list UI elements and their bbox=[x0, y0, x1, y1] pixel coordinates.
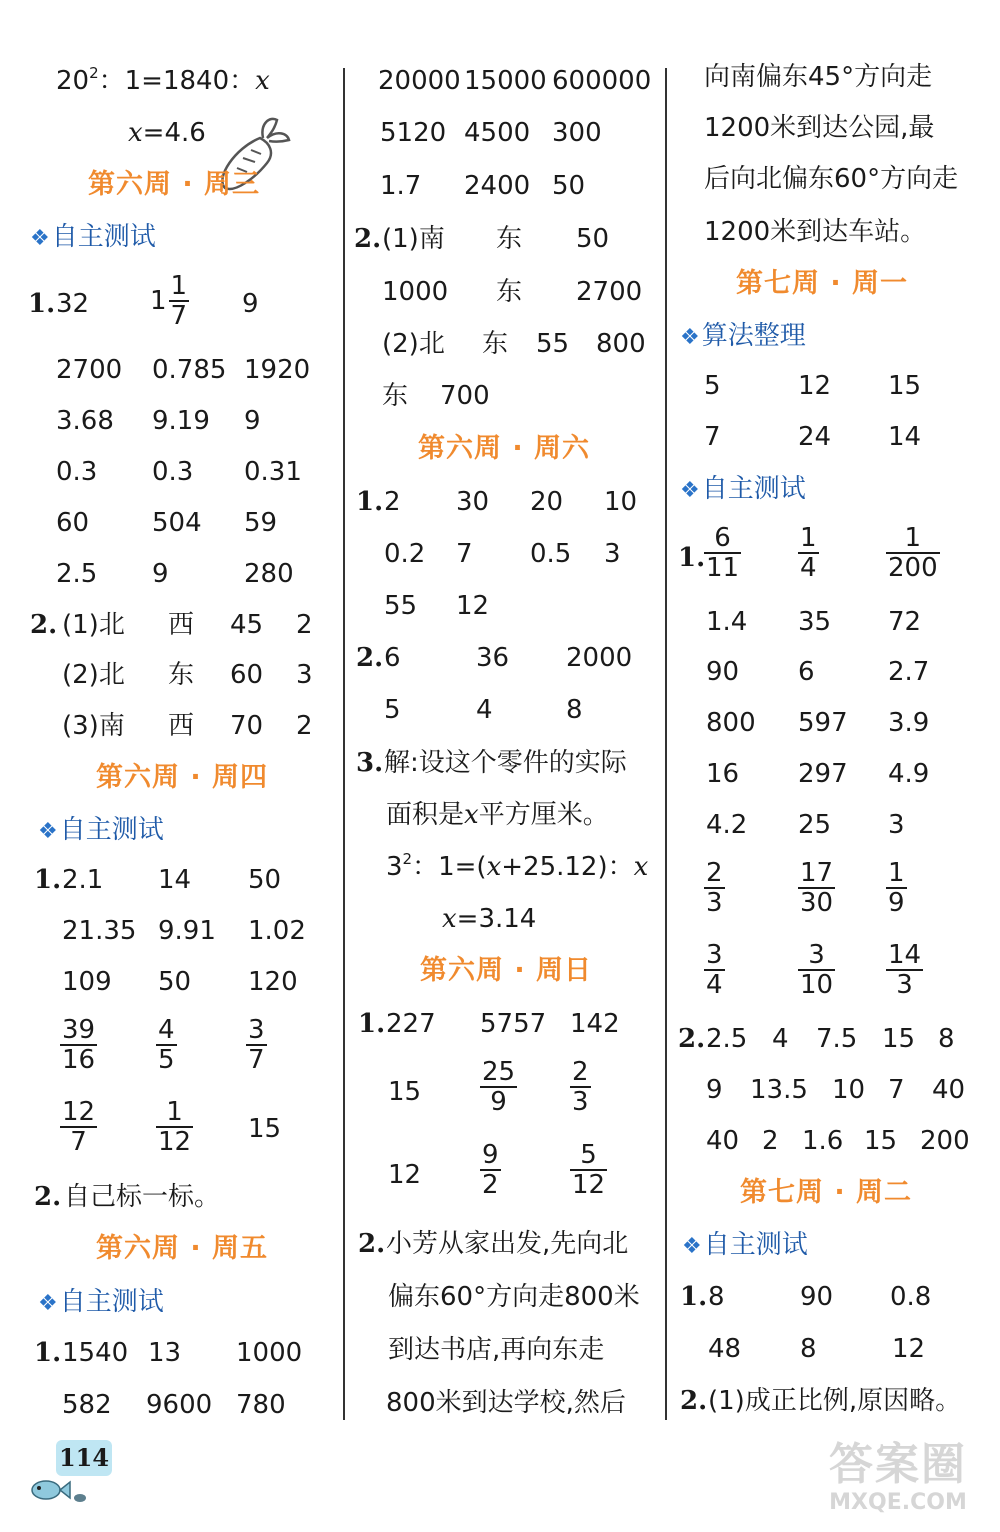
answer-value: 700 bbox=[440, 381, 490, 411]
answer-value: 5 bbox=[384, 695, 401, 725]
answer-value: 西 bbox=[168, 711, 195, 741]
question-number: 2. bbox=[678, 1024, 706, 1054]
answer-value: 9 bbox=[706, 1075, 723, 1105]
diamond-icon: ❖ bbox=[38, 819, 58, 844]
fraction: $\frac{3}{4}$ bbox=[706, 940, 723, 1001]
fraction: $\frac{12}{7}$ bbox=[62, 1097, 96, 1158]
answer-value: 2.5 bbox=[56, 559, 98, 589]
answer-value: 30 bbox=[456, 487, 490, 517]
answer-value: 24 bbox=[798, 422, 832, 452]
answer-value: 59 bbox=[244, 508, 278, 538]
answer-value: 2 bbox=[762, 1126, 779, 1156]
answer-value: 55 bbox=[536, 329, 570, 359]
fraction: $\frac{2}{3}$ bbox=[706, 858, 723, 919]
answer-value: 6 bbox=[384, 643, 401, 673]
answer-value: 800 bbox=[596, 329, 646, 359]
answer-value: 5 bbox=[704, 371, 721, 401]
answer-value: 504 bbox=[152, 508, 202, 538]
answer-value: 15 bbox=[882, 1024, 916, 1054]
answer-value: 109 bbox=[62, 967, 112, 997]
answer-value: 14 bbox=[888, 422, 922, 452]
answer-value: 9 bbox=[242, 289, 259, 319]
answer-value: 2700 bbox=[56, 355, 123, 385]
question-number: 2. bbox=[358, 1229, 386, 1259]
fraction: $\frac{14}{3}$ bbox=[888, 940, 922, 1001]
diamond-icon: ❖ bbox=[680, 478, 700, 503]
fraction: $\frac{5}{12}$ bbox=[572, 1140, 606, 1201]
subsection-heading: ❖自主测试 bbox=[38, 1287, 164, 1317]
answer-value: 55 bbox=[384, 591, 418, 621]
subsection-heading: ❖自主测试 bbox=[680, 474, 806, 504]
answer-value: 90 bbox=[800, 1282, 834, 1312]
subsection-heading: ❖自主测试 bbox=[682, 1230, 808, 1260]
diamond-icon: ❖ bbox=[680, 325, 700, 350]
fraction: $\frac{9}{2}$ bbox=[482, 1140, 499, 1201]
section-heading: 第六周 · 周日 bbox=[420, 955, 593, 986]
answer-value: 1920 bbox=[244, 355, 311, 385]
answer-value: 14 bbox=[158, 865, 192, 895]
question-number: 1. bbox=[358, 1009, 386, 1039]
question-number: 3. bbox=[356, 748, 384, 778]
answer-value: 3.9 bbox=[888, 708, 930, 738]
answer-value: 3 bbox=[888, 810, 905, 840]
answer-value: 60 bbox=[230, 660, 264, 690]
answer-value: 2000 bbox=[566, 643, 633, 673]
section-heading: 第六周 · 周六 bbox=[418, 433, 591, 464]
equation-solution: x=4.6 bbox=[128, 118, 206, 148]
fraction: $\frac{1}{200}$ bbox=[888, 523, 938, 584]
answer-column-3 bbox=[672, 0, 1000, 1420]
answer-value: 7 bbox=[456, 539, 473, 569]
answer-value: 20 bbox=[530, 487, 564, 517]
answer-value: 50 bbox=[158, 967, 192, 997]
answer-value: 1.4 bbox=[706, 607, 748, 637]
fraction: $\frac{1}{4}$ bbox=[800, 523, 817, 584]
answer-value: 15 bbox=[388, 1077, 422, 1107]
answer-value: 3 bbox=[604, 539, 621, 569]
fraction: $\frac{6}{11}$ bbox=[706, 523, 740, 584]
answer-value: 4 bbox=[772, 1024, 789, 1054]
answer-value: 1000 bbox=[236, 1338, 303, 1368]
answer-value: 200 bbox=[920, 1126, 970, 1156]
subsection-heading: ❖算法整理 bbox=[680, 321, 806, 351]
answer-text: 解:设这个零件的实际 bbox=[384, 748, 627, 778]
answer-value: 1000 bbox=[382, 277, 449, 307]
answer-value: 2400 bbox=[464, 171, 531, 201]
question-number: 1. bbox=[34, 865, 62, 895]
answer-text: 自己标一标。 bbox=[64, 1182, 221, 1212]
answer-text: (1)成正比例,原因略。 bbox=[708, 1386, 962, 1416]
question-number: 1. bbox=[28, 289, 56, 319]
answer-value: 50 bbox=[248, 865, 282, 895]
answer-value: 东 bbox=[496, 224, 523, 254]
answer-text: 800米到达学校,然后 bbox=[386, 1388, 626, 1418]
section-heading: 第六周 · 周五 bbox=[96, 1233, 269, 1264]
answer-value: 5120 bbox=[380, 118, 447, 148]
equation-line: $3^2$：1=(x+25.12)：x bbox=[386, 850, 649, 882]
mixed-fraction: 1 $\frac{1}{7}$ bbox=[150, 271, 188, 332]
answer-value: 东 bbox=[382, 381, 409, 411]
answer-column-2 bbox=[346, 0, 666, 1420]
column-divider bbox=[343, 68, 345, 1420]
question-number: 2. bbox=[354, 224, 382, 254]
answer-value: 21.35 bbox=[62, 916, 137, 946]
answer-value: 0.785 bbox=[152, 355, 227, 385]
answer-value: 280 bbox=[244, 559, 294, 589]
answer-value: 2 bbox=[384, 487, 401, 517]
answer-value: 8 bbox=[566, 695, 583, 725]
answer-value: 东 bbox=[168, 660, 195, 690]
answer-value: 6 bbox=[798, 657, 815, 687]
answer-value: 7 bbox=[704, 422, 721, 452]
diamond-icon: ❖ bbox=[30, 226, 50, 251]
answer-value: 10 bbox=[832, 1075, 866, 1105]
answer-text: 1200米到达车站。 bbox=[704, 217, 927, 247]
answer-value: 1540 bbox=[62, 1338, 129, 1368]
answer-value: 2.1 bbox=[62, 865, 104, 895]
answer-value: 2700 bbox=[576, 277, 643, 307]
answer-value: 3.68 bbox=[56, 406, 114, 436]
answer-value: 13 bbox=[148, 1338, 182, 1368]
answer-value: 15 bbox=[864, 1126, 898, 1156]
fraction: $\frac{1}{12}$ bbox=[158, 1097, 192, 1158]
fraction: $\frac{17}{30}$ bbox=[800, 858, 834, 919]
answer-text: 向南偏东45°方向走 bbox=[704, 62, 933, 92]
section-heading: 第六周 · 周四 bbox=[96, 762, 269, 793]
question-number: 2. bbox=[680, 1386, 708, 1416]
answer-text: 偏东60°方向走800米 bbox=[388, 1282, 640, 1312]
fraction: $\frac{3}{7}$ bbox=[248, 1015, 265, 1076]
fraction: $\frac{3}{10}$ bbox=[800, 940, 834, 1001]
answer-value: 0.8 bbox=[890, 1282, 932, 1312]
question-number: 1. bbox=[34, 1338, 62, 1368]
answer-value: 3 bbox=[296, 660, 313, 690]
answer-value: 780 bbox=[236, 1390, 286, 1420]
page-number: 114 bbox=[56, 1440, 112, 1476]
answer-text: 小芳从家出发,先向北 bbox=[386, 1229, 629, 1259]
answer-value: 16 bbox=[706, 759, 740, 789]
answer-value: 9 bbox=[152, 559, 169, 589]
answer-value: 40 bbox=[932, 1075, 966, 1105]
answer-value: 12 bbox=[456, 591, 490, 621]
answer-text: 到达书店,再向东走 bbox=[388, 1335, 605, 1365]
answer-value: (2)北 bbox=[382, 329, 445, 359]
answer-value: 12 bbox=[892, 1334, 926, 1364]
answer-value: 0.3 bbox=[56, 457, 98, 487]
answer-value: 15000 bbox=[464, 66, 547, 96]
equation-solution: x=3.14 bbox=[442, 904, 537, 934]
answer-value: 90 bbox=[706, 657, 740, 687]
question-number: 1. bbox=[356, 487, 384, 517]
answer-value: 7.5 bbox=[816, 1024, 858, 1054]
answer-value: 12 bbox=[388, 1160, 422, 1190]
answer-value: 0.5 bbox=[530, 539, 572, 569]
answer-value: 50 bbox=[552, 171, 586, 201]
watermark-logo: 答案圈 MXQE.COM bbox=[829, 1439, 967, 1515]
answer-value: 70 bbox=[230, 711, 264, 741]
answer-value: 7 bbox=[888, 1075, 905, 1105]
answer-value: 297 bbox=[798, 759, 848, 789]
answer-value: 2 bbox=[296, 610, 313, 640]
fraction: $\frac{1}{9}$ bbox=[888, 858, 905, 919]
fraction: $\frac{39}{16}$ bbox=[62, 1015, 96, 1076]
answer-text: 面积是x平方厘米。 bbox=[386, 800, 609, 830]
diamond-icon: ❖ bbox=[682, 1234, 702, 1259]
equation-line: $20^2$：1=1840：x bbox=[56, 64, 270, 96]
answer-value: 1.6 bbox=[802, 1126, 844, 1156]
subsection-heading: ❖自主测试 bbox=[38, 815, 164, 845]
answer-value: 4.2 bbox=[706, 810, 748, 840]
answer-value: 8 bbox=[708, 1282, 725, 1312]
question-number: 2. bbox=[34, 1182, 62, 1212]
answer-value: 9 bbox=[244, 406, 261, 436]
answer-value: 12 bbox=[798, 371, 832, 401]
answer-value: 2.7 bbox=[888, 657, 930, 687]
answer-value: 9.19 bbox=[152, 406, 210, 436]
answer-value: (1)南 bbox=[382, 224, 445, 254]
answer-value: 120 bbox=[248, 967, 298, 997]
question-number: 2. bbox=[30, 610, 58, 640]
answer-value: 300 bbox=[552, 118, 602, 148]
answer-value: 2 bbox=[296, 711, 313, 741]
answer-value: 600000 bbox=[552, 66, 652, 96]
answer-value: 32 bbox=[56, 289, 90, 319]
answer-value: 4.9 bbox=[888, 759, 930, 789]
answer-value: 0.31 bbox=[244, 457, 302, 487]
subsection-heading: ❖自主测试 bbox=[30, 222, 156, 252]
answer-column-1 bbox=[0, 0, 340, 1420]
answer-value: 20000 bbox=[378, 66, 461, 96]
answer-value: 东 bbox=[496, 277, 523, 307]
answer-value: 9.91 bbox=[158, 916, 216, 946]
answer-value: 25 bbox=[798, 810, 832, 840]
answer-value: 800 bbox=[706, 708, 756, 738]
answer-value: 15 bbox=[248, 1114, 282, 1144]
answer-value: 8 bbox=[938, 1024, 955, 1054]
section-heading: 第六周 · 周三 bbox=[88, 169, 261, 200]
answer-value: 东 bbox=[482, 329, 509, 359]
answer-value: 1.7 bbox=[380, 171, 422, 201]
answer-value: 50 bbox=[576, 224, 610, 254]
answer-value: 0.3 bbox=[152, 457, 194, 487]
answer-value: 60 bbox=[56, 508, 90, 538]
answer-value: 西 bbox=[168, 610, 195, 640]
answer-value: 1.02 bbox=[248, 916, 306, 946]
answer-value: 4 bbox=[476, 695, 493, 725]
answer-value: 142 bbox=[570, 1009, 620, 1039]
answer-value: 48 bbox=[708, 1334, 742, 1364]
fraction: $\frac{4}{5}$ bbox=[158, 1015, 175, 1076]
answer-value: 5757 bbox=[480, 1009, 547, 1039]
section-heading: 第七周 · 周二 bbox=[740, 1177, 913, 1208]
answer-value: 597 bbox=[798, 708, 848, 738]
answer-value: 0.2 bbox=[384, 539, 426, 569]
question-number: 2. bbox=[356, 643, 384, 673]
answer-value: 582 bbox=[62, 1390, 112, 1420]
diamond-icon: ❖ bbox=[38, 1291, 58, 1316]
fish-icon bbox=[24, 1472, 94, 1506]
answer-value: 36 bbox=[476, 643, 510, 673]
answer-value: (3)南 bbox=[62, 711, 125, 741]
answer-value: 4500 bbox=[464, 118, 531, 148]
answer-text: 1200米到达公园,最 bbox=[704, 113, 935, 143]
answer-value: 13.5 bbox=[750, 1075, 808, 1105]
answer-value: 227 bbox=[386, 1009, 436, 1039]
answer-value: 15 bbox=[888, 371, 922, 401]
answer-value: 45 bbox=[230, 610, 264, 640]
answer-value: 40 bbox=[706, 1126, 740, 1156]
fraction: $\frac{25}{9}$ bbox=[482, 1057, 516, 1118]
question-number: 1. bbox=[678, 543, 706, 573]
section-heading: 第七周 · 周一 bbox=[736, 268, 909, 299]
answer-value: (2)北 bbox=[62, 660, 125, 690]
answer-value: 72 bbox=[888, 607, 922, 637]
answer-value: 9600 bbox=[146, 1390, 213, 1420]
answer-text: 后向北偏东60°方向走 bbox=[704, 164, 959, 194]
answer-value: (1)北 bbox=[62, 610, 125, 640]
answer-value: 10 bbox=[604, 487, 638, 517]
answer-value: 2.5 bbox=[706, 1024, 748, 1054]
answer-value: 8 bbox=[800, 1334, 817, 1364]
question-number: 1. bbox=[680, 1282, 708, 1312]
answer-value: 35 bbox=[798, 607, 832, 637]
fraction: $\frac{2}{3}$ bbox=[572, 1057, 589, 1118]
